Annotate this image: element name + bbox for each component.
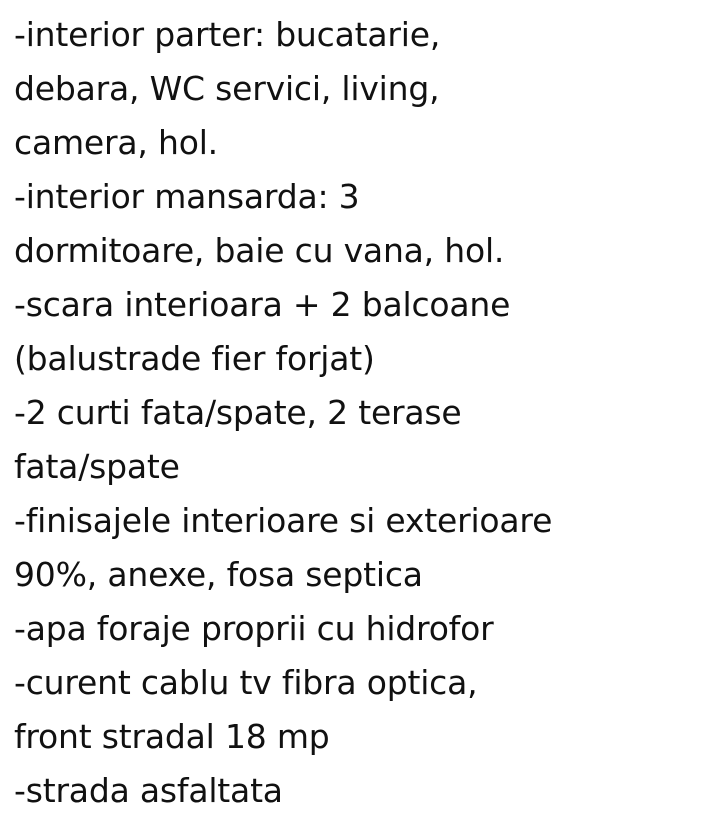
text-line: -scara interioara + 2 balcoane [14,285,511,324]
text-line-clipped: -strada asfaltata [14,771,283,810]
text-line: camera, hol. [14,123,218,162]
text-line: dormitoare, baie cu vana, hol. [14,231,505,270]
text-line: -2 curti fata/spate, 2 terase [14,393,462,432]
text-line: (balustrade fier forjat) [14,339,375,378]
text-line: -finisajele interioare si exterioare [14,501,553,540]
text-line: -apa foraje proprii cu hidrofor [14,609,494,648]
text-line: fata/spate [14,447,180,486]
text-line: 90%, anexe, fosa septica [14,555,423,594]
text-line: -interior parter: bucatarie, [14,15,441,54]
text-line: -curent cablu tv fibra optica, [14,663,478,702]
text-line: debara, WC servici, living, [14,69,440,108]
text-line: front stradal 18 mp [14,717,330,756]
text-line: -interior mansarda: 3 [14,177,360,216]
